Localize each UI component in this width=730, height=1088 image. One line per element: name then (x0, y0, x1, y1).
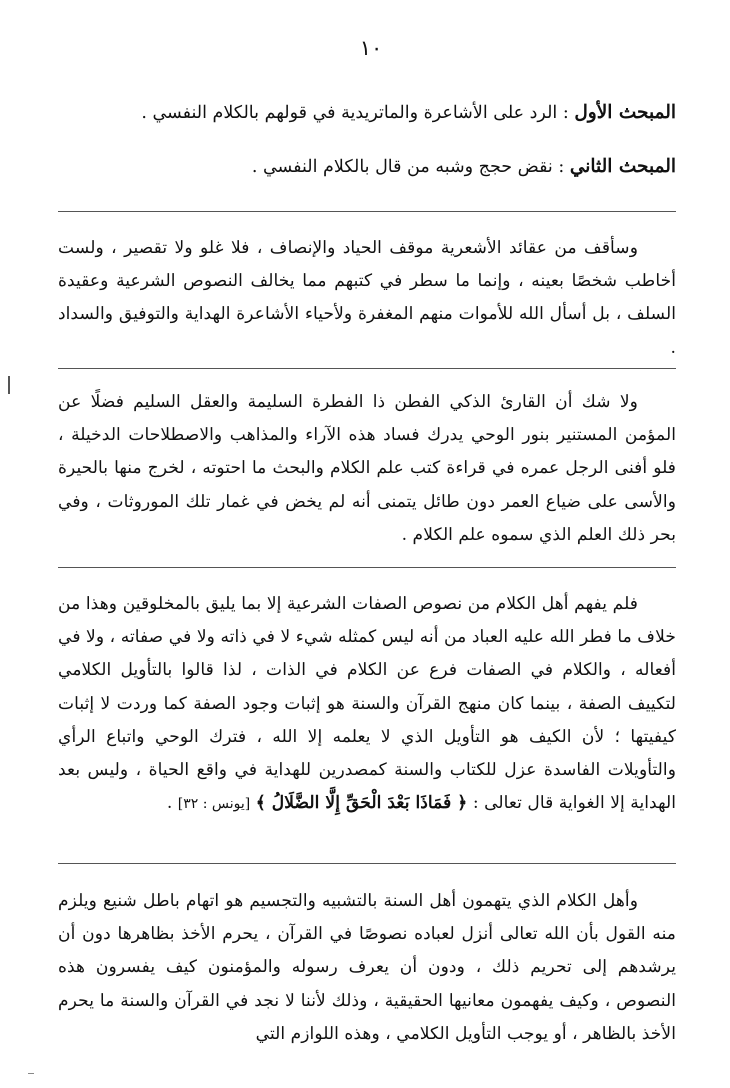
book-page (58, 30, 676, 1070)
paragraph-4: وأهل الكلام الذي يتهمون أهل السنة بالتشبيه والتجسيم هو اتهام باطل شنيع ويلزم منه القول بأن الله تعالى أنزل لعباده نصوصًا في القرآن ، يحرم الأخذ بظاهرها دون أن يرشدهم إلى تحريم ذلك ، ودون أن يعرف رسوله والمؤمنون كيف يفسرون هذه النصوص ، وكيف يفهمون معانيها الحقيقية ، وذلك لأننا لا نجد في القرآن والسنة ما يحرم الأخذ بالظاهر ، أو يوجب التأويل الكلامي ، وهذه اللوازم التي (58, 891, 676, 1044)
heading-text: : الرد على الأشاعرة والماتريدية في قولهم بالكلام النفسي . (141, 103, 569, 123)
corner-mark (28, 1073, 34, 1074)
paragraph-1: وسأقف من عقائد الأشعرية موقف الحياد والإنصاف ، فلا غلو ولا تقصير ، ولست أخاطب شخصًا بعينه ، وإنما ما سطر في كتبهم مما يخالف النصوص الشرعية وعقيدة السلف ، بل أسأل الله للأموات منهم المغفرة ولأحياء الأشاعرة الهداية والتوفيق والسداد . (58, 238, 676, 358)
paragraph-3-text: فلم يفهم أهل الكلام من نصوص الصفات الشرعية إلا بما يليق بالمخلوقين وهذا من خلاف ما فطر الله عليه العباد من أنه ليس كمثله شيء لا في ذاته ولا في صفاته ، ولا في أفعاله ، والكلام في الصفات فرع عن الكلام في الذات ، لذا قالوا بالتأويل الكلامي لتكييف الصفة ، بينما كان منهج القرآن والسنة هو إثبات وجود الصفة كما وردت لا إثبات كيفيتها ؛ لأن الكيف هو التأويل الذي لا يعلمه إلا الله ، فترك الوحي واتباع الرأي والتأويلات الفاسدة عزل للكتاب والسنة كمصدرين للهداية في واقع الحياة ، وليس بعد الهداية إلا الغواية قال تعالى : (58, 594, 676, 814)
section-divider (58, 368, 676, 369)
paragraph-3 (58, 588, 676, 821)
page-number: ١٠ (359, 36, 383, 60)
section-divider (58, 211, 676, 212)
quran-verse: ﴿ فَمَاذَا بَعْدَ الْحَقِّ إِلَّا الضَّلَالُ ﴾ (255, 793, 468, 814)
paragraph-3-tail: . (166, 793, 178, 814)
paragraph-2: ولا شك أن القارئ الذكي الفطن ذا الفطرة السليمة والعقل السليم فضلًا عن المؤمن المستنير بنور الوحي يدرك فساد هذه الآراء والمذاهب والاصطلاحات الدخيلة ، فلو أفنى الرجل عمره في قراءة كتب علم الكلام والبحث ما احتوته ، لخرج منها بالحيرة والأسى على ضياع العمر دون طائل يتمنى أنه لم يخض في غمار تلك الموروثات ، وفي بحر ذلك العلم الذي سموه علم الكلام . (58, 392, 676, 545)
section-divider (58, 863, 676, 864)
heading-section-one (58, 98, 676, 128)
heading-label: المبحث الثاني (569, 156, 676, 177)
quran-reference: [يونس : ٣٢] (177, 796, 251, 813)
margin-mark (8, 376, 10, 394)
section-divider (58, 567, 676, 568)
heading-section-two (58, 152, 676, 182)
heading-text: : نقض حجج وشبه من قال بالكلام النفسي . (251, 157, 565, 177)
heading-label: المبحث الأول (574, 102, 676, 123)
